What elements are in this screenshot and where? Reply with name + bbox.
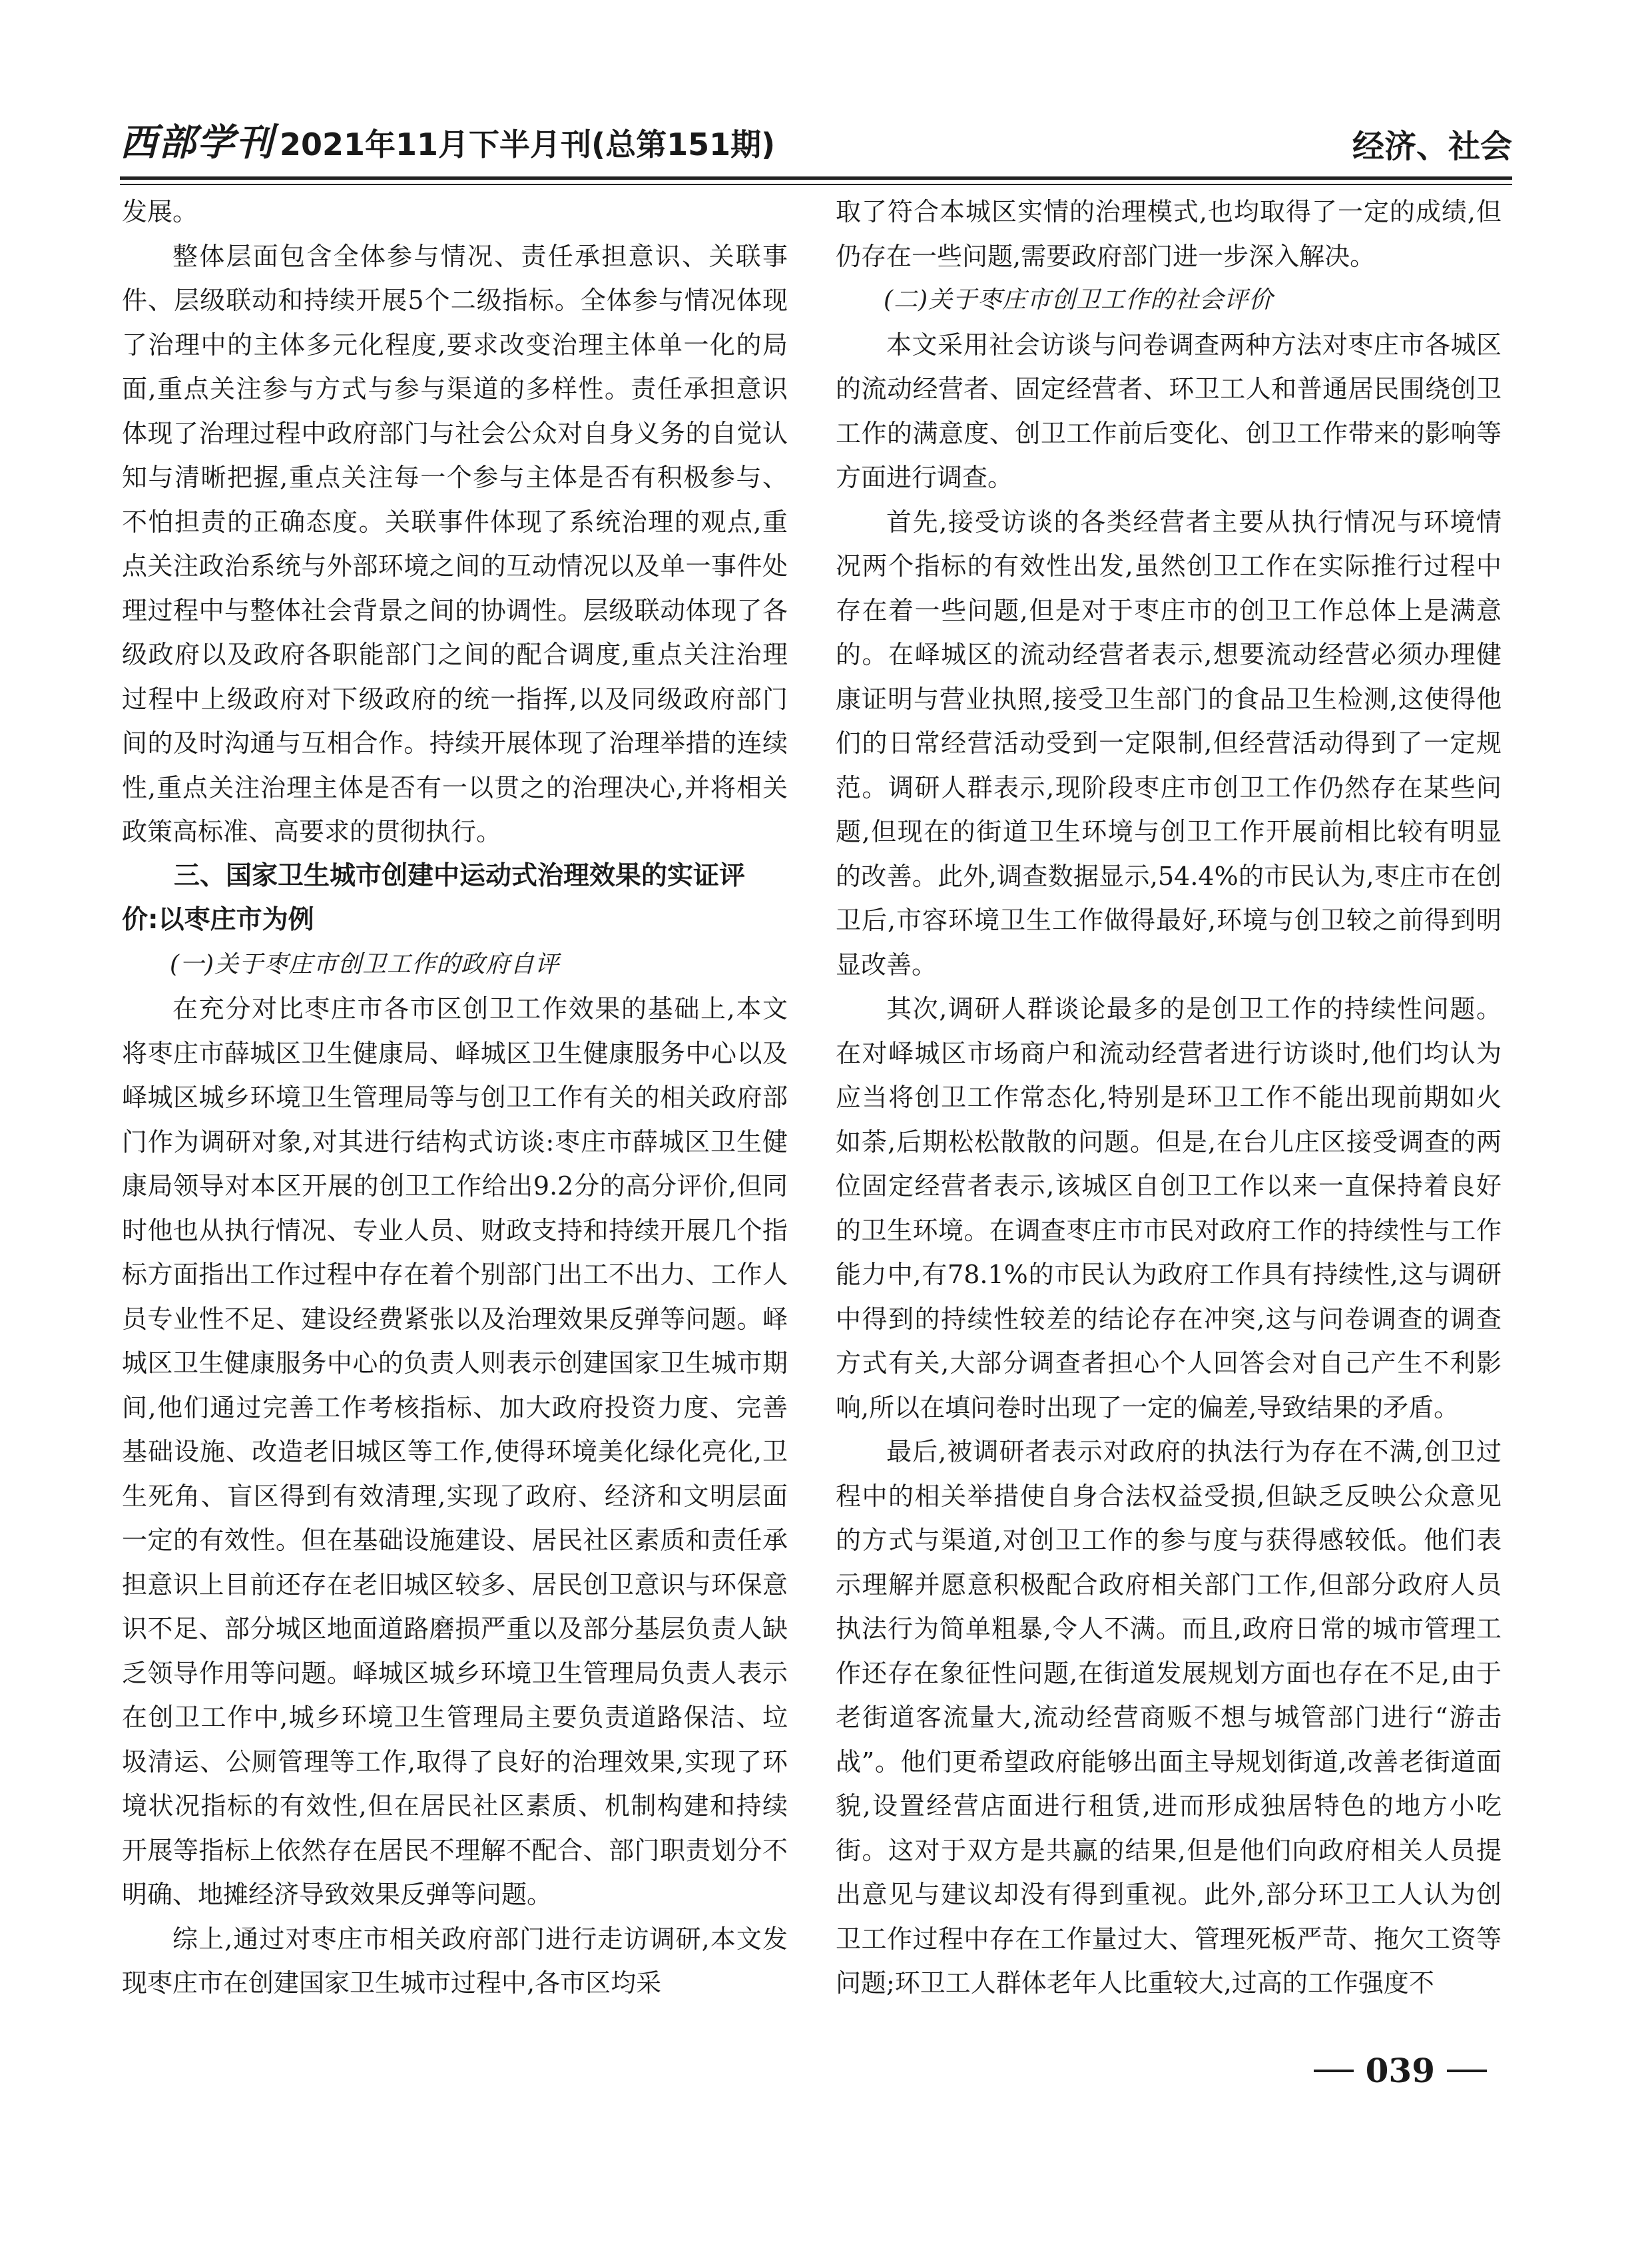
paragraph: 首先,接受访谈的各类经营者主要从执行情况与环境情况两个指标的有效性出发,虽然创卫工作在实际推行过程中存在着一些问题,但是对于枣庄市的创卫工作总体上是满意的。在峄城区的流动经营者表示,想要流动经营必须办理健康证明与营业执照,接受卫生部门的食品卫生检测,这使得他们的日常经营活动受到一定限制,但经营活动得到了一定规范。调研人群表示,现阶段枣庄市创卫工作仍然存在某些问题,但现在的街道卫生环境与创卫工作开展前相比较有明显的改善。此外,调查数据显示,54.4%的市民认为,枣庄市在创卫后,市容环境卫生工作做得最好,环境与创卫较之前得到明显改善。 [836,507,1502,980]
section-label: 经济、社会 [1352,128,1512,165]
left-column [122,190,788,2006]
header-left [120,113,775,166]
paragraph: 其次,调研人群谈论最多的是创卫工作的持续性问题。在对峄城区市场商户和流动经营者进行访谈时,他们均认为应当将创卫工作常态化,特别是环卫工作不能出现前期如火如荼,后期松松散散的问题。但是,在台儿庄区接受调查的两位固定经营者表示,该城区自创卫工作以来一直保持着良好的卫生环境。在调查枣庄市市民对政府工作的持续性与工作能力中,有78.1%的市民认为政府工作具有持续性,这与调研中得到的持续性较差的结论存在冲突,这与问卷调查的调查方式有关,大部分调查者担心个人回答会对自己产生不利影响,所以在填问卷时出现了一定的偏差,导致结果的矛盾。 [836,994,1502,1422]
paragraph: 本文采用社会访谈与问卷调查两种方法对枣庄市各城区的流动经营者、固定经营者、环卫工人和普通居民围绕创卫工作的满意度、创卫工作前后变化、创卫工作带来的影响等方面进行调查。 [836,330,1502,492]
section-heading [122,854,788,943]
subsection-heading: (二)关于枣庄市创卫工作的社会评价 [884,286,1274,314]
section-heading-line2: 价:以枣庄市为例 [122,905,314,935]
subsection-heading: (一)关于枣庄市创卫工作的政府自评 [170,950,560,978]
dash-right [1447,2070,1487,2072]
paragraph: 最后,被调研者表示对政府的执法行为存在不满,创卫过程中的相关举措使自身合法权益受损,但缺乏反映公众意见的方式与渠道,对创卫工作的参与度与获得感较低。他们表示理解并愿意积极配合政府相关部门工作,但部分政府人员执法行为简单粗暴,令人不满。而且,政府日常的城市管理工作还存在象征性问题,在街道发展规划方面也存在不足,由于老街道客流量大,流动经营商贩不想与城管部门进行“游击战”。他们更希望政府能够出面主导规划街道,改善老街道面貌,设置经营店面进行租赁,进而形成独居特色的地方小吃街。这对于双方是共赢的结果,但是他们向政府相关人员提出意见与建议却没有得到重视。此外,部分环卫工人认为创卫工作过程中存在工作量过大、管理死板严苛、拖欠工资等问题;环卫工人群体老年人比重较大,过高的工作强度不 [836,1437,1502,1998]
paragraph: 发展。 [122,197,198,226]
paragraph: 取了符合本城区实情的治理模式,也均取得了一定的成绩,但仍存在一些问题,需要政府部门进一步深入解决。 [836,197,1502,271]
issue-info: 2021年11月下半月刊(总第151期) [280,127,776,162]
paragraph: 整体层面包含全体参与情况、责任承担意识、关联事件、层级联动和持续开展5个二级指标。全体参与情况体现了治理中的主体多元化程度,要求改变治理主体单一化的局面,重点关注参与方式与参与渠道的多样性。责任承担意识体现了治理过程中政府部门与社会公众对自身义务的自觉认知与清晰把握,重点关注每一个参与主体是否有积极参与、不怕担责的正确态度。关联事件体现了系统治理的观点,重点关注政治系统与外部环境之间的互动情况以及单一事件处理过程中与整体社会背景之间的协调性。层级联动体现了各级政府以及政府各职能部门之间的配合调度,重点关注治理过程中上级政府对下级政府的统一指挥,以及同级政府部门间的及时沟通与互相合作。持续开展体现了治理举措的连续性,重点关注治理主体是否有一以贯之的治理决心,并将相关政策高标准、高要求的贯彻执行。 [122,241,788,846]
journal-logo: 西部学刊 [120,121,274,164]
dash-left [1314,2070,1354,2072]
paragraph: 综上,通过对枣庄市相关政府部门进行走访调研,本文发现枣庄市在创建国家卫生城市过程中,各市区均采 [122,1924,788,1998]
page-footer [1302,2051,1499,2090]
header-rule [120,176,1512,185]
running-header [120,107,1512,166]
right-column [836,190,1502,2006]
section-heading-line1: 三、国家卫生城市创建中运动式治理效果的实证评 [174,860,746,891]
page-number: 039 [1365,2051,1435,2090]
paragraph: 在充分对比枣庄市各市区创卫工作效果的基础上,本文将枣庄市薛城区卫生健康局、峄城区卫生健康服务中心以及峄城区城乡环境卫生管理局等与创卫工作有关的相关政府部门作为调研对象,对其进行结构式访谈:枣庄市薛城区卫生健康局领导对本区开展的创卫工作给出9.2分的高分评价,但同时他也从执行情况、专业人员、财政支持和持续开展几个指标方面指出工作过程中存在着个别部门出工不出力、工作人员专业性不足、建设经费紧张以及治理效果反弹等问题。峄城区卫生健康服务中心的负责人则表示创建国家卫生城市期间,他们通过完善工作考核指标、加大政府投资力度、完善基础设施、改造老旧城区等工作,使得环境美化绿化亮化,卫生死角、盲区得到有效清理,实现了政府、经济和文明层面一定的有效性。但在基础设施建设、居民社区素质和责任承担意识上目前还存在老旧城区较多、居民创卫意识与环保意识不足、部分城区地面道路磨损严重以及部分基层负责人缺乏领导作用等问题。峄城区城乡环境卫生管理局负责人表示在创卫工作中,城乡环境卫生管理局主要负责道路保洁、垃圾清运、公厕管理等工作,取得了良好的治理效果,实现了环境状况指标的有效性,但在居民社区素质、机制构建和持续开展等指标上依然存在居民不理解不配合、部门职责划分不明确、地摊经济导致效果反弹等问题。 [122,994,788,1909]
